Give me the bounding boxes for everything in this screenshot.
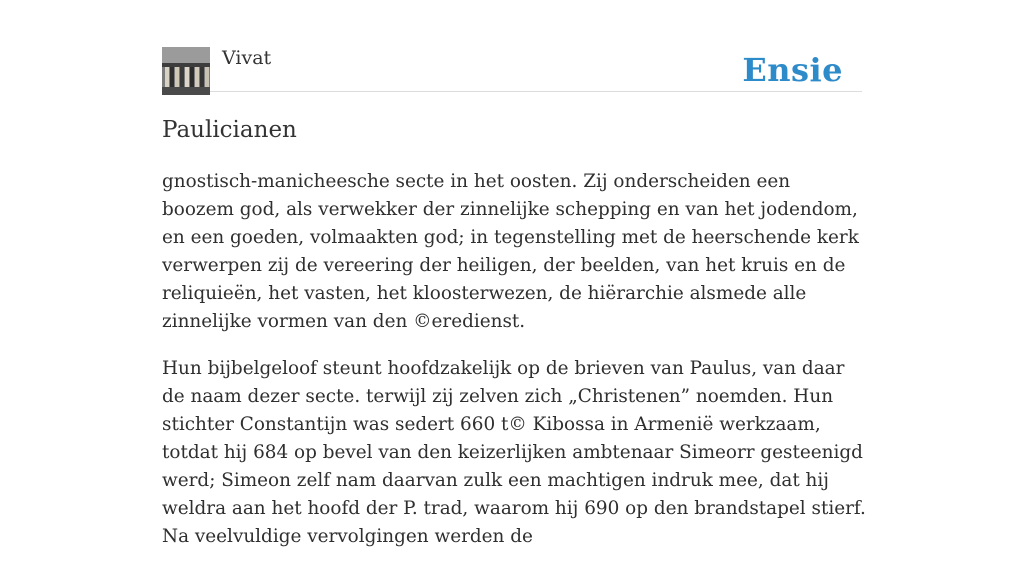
article-header <box>162 0 862 92</box>
book-spines-icon <box>162 47 210 95</box>
article-body <box>162 168 867 570</box>
article-title: Paulicianen <box>162 117 297 143</box>
source-name[interactable]: Vivat <box>222 47 272 69</box>
article-paragraph-1: gnostisch-manicheesche secte in het oosten. Zij onderscheiden een boozem god, als verwekker der zinnelijke schepping en van het jodendom, en een goeden, volmaakten god; in tegenstelling met de heerschende kerk verwerpen zij de vereering der heiligen, der beelden, van het kruis en de reliquieën, het vasten, het kloosterwezen, de hiërarchie alsmede alle zinnelijke vormen van den ©eredienst. <box>162 171 859 332</box>
ensie-logo[interactable]: Ensie <box>742 51 843 89</box>
article-page <box>162 0 866 547</box>
avatar[interactable] <box>162 47 210 95</box>
article-paragraph-2: Hun bijbelgeloof steunt hoofdzakelijk op de brieven van Paulus, van daar de naam dezer secte. terwijl zij zelven zich „Christenen” noemden. Hun stichter Constantijn was sedert 660 t© Kibossa in Armenië werkzaam, totdat hij 684 op bevel van den keizerlijken ambtenaar Simeorr gesteenigd werd; Simeon zelf nam daarvan zulk een machtigen indruk mee, dat hij weldra aan het hoofd der P. trad, waarom hij 690 op den brandstapel stierf. Na veelvuldige vervolgingen werden de <box>162 358 866 547</box>
